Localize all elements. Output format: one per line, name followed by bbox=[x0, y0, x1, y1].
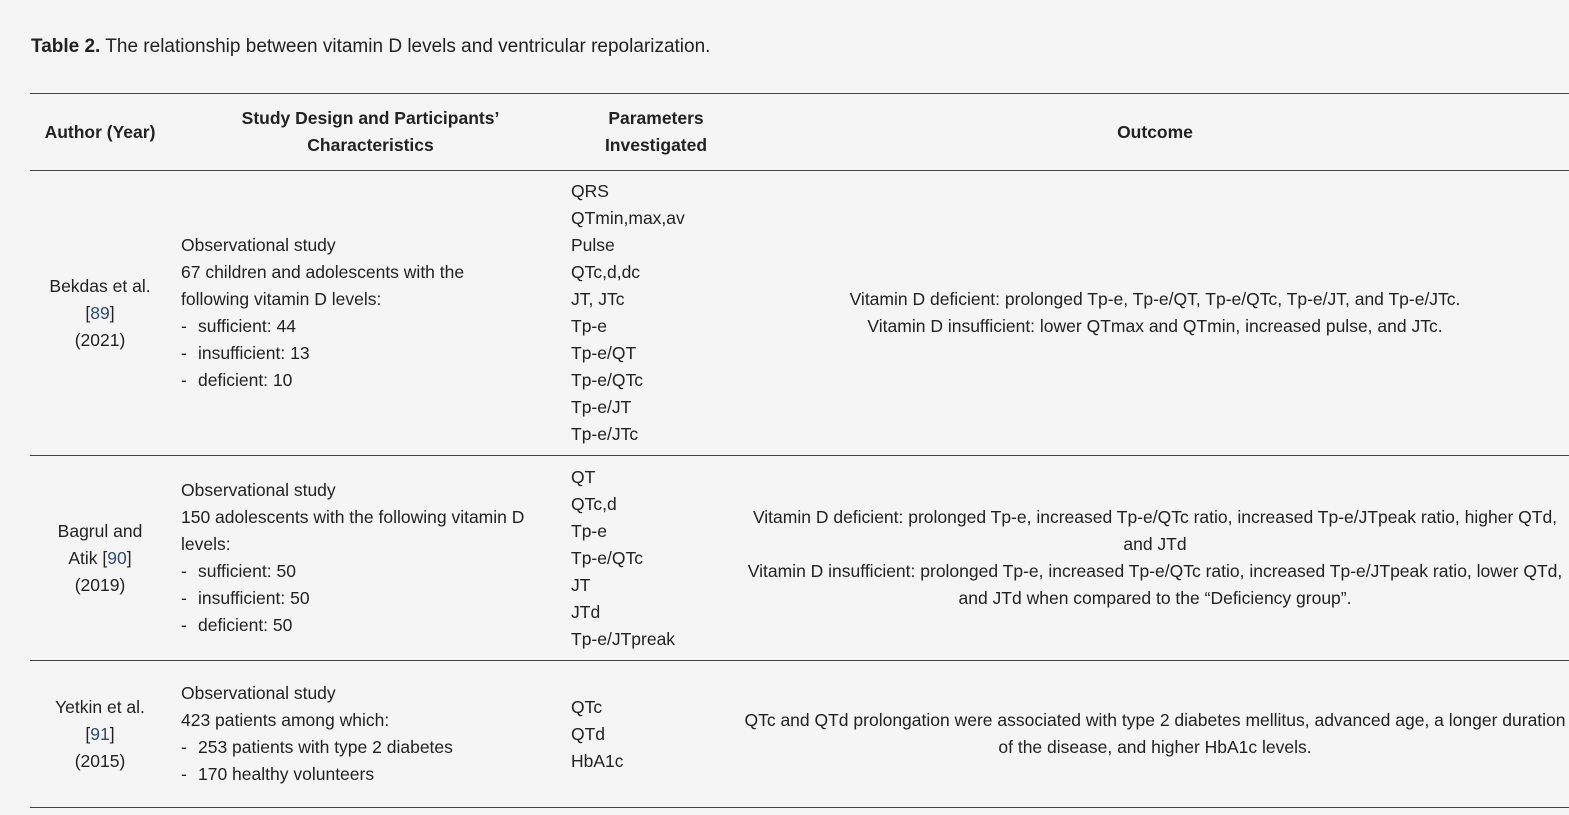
list-item: - 253 patients with type 2 diabetes bbox=[181, 737, 453, 757]
author-name: Bagrul and bbox=[57, 520, 143, 541]
list-item: - 170 healthy volunteers bbox=[181, 764, 375, 784]
table-row bbox=[30, 456, 1569, 661]
author-cell: Bekdas et al. [89] (2021) bbox=[30, 171, 170, 456]
author-year: (2021) bbox=[74, 329, 126, 350]
header-parameters: Parameters Investigated bbox=[571, 94, 741, 171]
data-table bbox=[30, 93, 1569, 808]
author-year: (2019) bbox=[74, 574, 126, 595]
header-design: Study Design and Participants’ Characteristics bbox=[170, 94, 571, 171]
header-outcome: Outcome bbox=[741, 94, 1569, 171]
list-item: - sufficient: 50 bbox=[181, 561, 296, 581]
table-row bbox=[30, 171, 1569, 456]
list-item: - deficient: 50 bbox=[181, 615, 293, 635]
author-cell: Yetkin et al. [91] (2015) bbox=[30, 661, 170, 808]
author-year: (2015) bbox=[74, 750, 126, 771]
design-cell: Observational study 150 adolescents with the following vitamin D levels: - sufficient: 50 - insufficient: 50 - deficient: 50 bbox=[170, 456, 571, 661]
table-header-row bbox=[30, 94, 1569, 171]
author-name: Yetkin et al. bbox=[55, 696, 145, 717]
outcome-cell: Vitamin D deficient: prolonged Tp-e, increased Tp-e/QTc ratio, increased Tp-e/JTpeak ratio, higher QTd, and JTd Vitamin D insufficient: prolonged Tp-e, increased Tp-e/QTc ratio, increased Tp-e/JTpeak ratio, lower QTd, and JTd when compared to the “Deficiency group”. bbox=[741, 456, 1569, 661]
outcome-cell: QTc and QTd prolongation were associated with type 2 diabetes mellitus, advanced age, a longer duration of the disease, and higher HbA1c levels. bbox=[741, 661, 1569, 808]
list-item: - insufficient: 50 bbox=[181, 588, 310, 608]
reference-link[interactable]: 91 bbox=[90, 723, 110, 744]
reference-link[interactable]: 89 bbox=[90, 302, 110, 323]
outcome-cell: Vitamin D deficient: prolonged Tp-e, Tp-e/QT, Tp-e/QTc, Tp-e/JT, and Tp-e/JTc. Vitamin D insufficient: lower QTmax and QTmin, increased pulse, and JTc. bbox=[741, 171, 1569, 456]
table-row bbox=[30, 661, 1569, 808]
parameters-cell: QT QTc,d Tp-e Tp-e/QTc JT JTd Tp-e/JTpreak bbox=[571, 456, 741, 661]
author-cell: Bagrul and Atik [90] (2019) bbox=[30, 456, 170, 661]
list-item: - insufficient: 13 bbox=[181, 343, 310, 363]
design-cell: Observational study 423 patients among which: - 253 patients with type 2 diabetes - 170 healthy volunteers bbox=[170, 661, 571, 808]
list-item: - deficient: 10 bbox=[181, 370, 293, 390]
reference-link[interactable]: 90 bbox=[107, 547, 127, 568]
parameters-cell: QTc QTd HbA1c bbox=[571, 661, 741, 808]
parameters-cell: QRS QTmin,max,av Pulse QTc,d,dc JT, JTc Tp-e Tp-e/QT Tp-e/QTc Tp-e/JT Tp-e/JTc bbox=[571, 171, 741, 456]
list-item: - sufficient: 44 bbox=[181, 316, 296, 336]
header-author: Author (Year) bbox=[30, 94, 170, 171]
design-cell: Observational study 67 children and adolescents with the following vitamin D levels: - sufficient: 44 - insufficient: 13 - deficient: 10 bbox=[170, 171, 571, 456]
author-name: Bekdas et al. bbox=[49, 275, 151, 296]
table-caption-label: Table 2. bbox=[31, 36, 101, 57]
table-caption-text: The relationship between vitamin D levels and ventricular repolarization. bbox=[105, 36, 711, 57]
table-caption bbox=[31, 34, 710, 60]
